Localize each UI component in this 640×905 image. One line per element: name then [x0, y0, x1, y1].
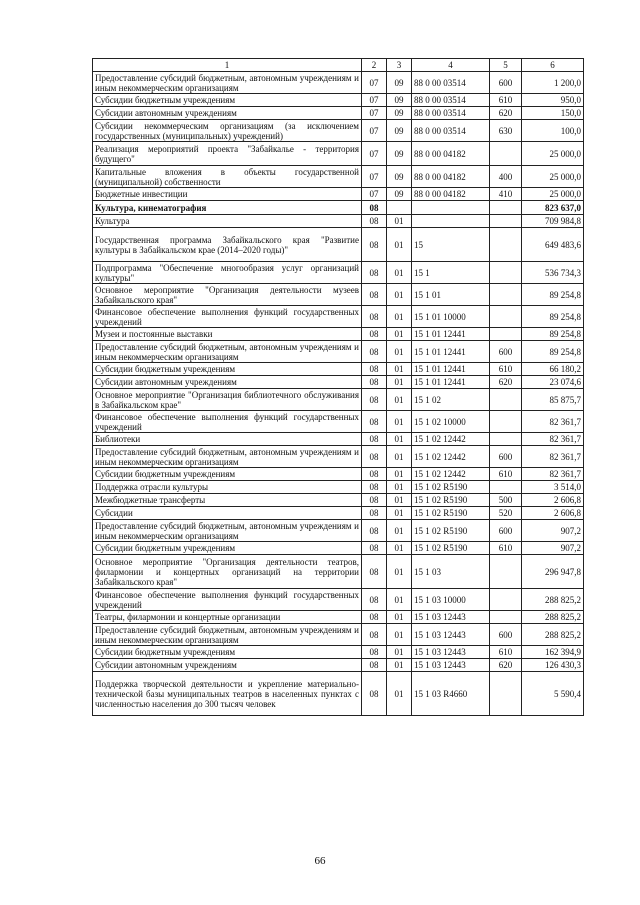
cell-name: Субсидии бюджетным учреждениям	[93, 363, 362, 376]
header-cell-section: 2	[362, 59, 387, 72]
cell-target-article	[412, 201, 490, 215]
table-row	[93, 284, 584, 306]
cell-expense-type	[490, 555, 522, 589]
table-row	[93, 542, 584, 555]
cell-name: Финансовое обеспечение выполнения функций государственных учреждений	[93, 306, 362, 328]
cell-expense-type: 600	[490, 446, 522, 468]
cell-target-article: 88 0 00 04182	[412, 166, 490, 188]
cell-target-article: 15 1 02 R5190	[412, 481, 490, 494]
cell-amount: 907,2	[522, 542, 584, 555]
cell-expense-type: 620	[490, 376, 522, 389]
cell-section: 07	[362, 107, 387, 120]
table-row	[93, 646, 584, 659]
cell-target-article: 88 0 00 03514	[412, 120, 490, 142]
cell-amount: 25 000,0	[522, 142, 584, 166]
cell-amount: 907,2	[522, 520, 584, 542]
cell-expense-type: 600	[490, 520, 522, 542]
cell-amount: 89 254,8	[522, 341, 584, 363]
cell-section: 08	[362, 542, 387, 555]
cell-section: 08	[362, 589, 387, 611]
table-row	[93, 341, 584, 363]
cell-section: 08	[362, 284, 387, 306]
cell-section: 08	[362, 389, 387, 411]
cell-subsection: 01	[387, 433, 412, 446]
cell-section: 08	[362, 611, 387, 624]
cell-section: 07	[362, 120, 387, 142]
cell-target-article	[412, 215, 490, 228]
cell-target-article: 15 1 02 R5190	[412, 520, 490, 542]
cell-name: Субсидии	[93, 507, 362, 520]
cell-subsection: 01	[387, 520, 412, 542]
header-cell-name: 1	[93, 59, 362, 72]
cell-section: 08	[362, 507, 387, 520]
cell-subsection: 01	[387, 306, 412, 328]
cell-name: Театры, филармонии и концертные организации	[93, 611, 362, 624]
cell-target-article: 88 0 00 03514	[412, 72, 490, 94]
cell-expense-type	[490, 589, 522, 611]
table-row	[93, 411, 584, 433]
cell-section: 08	[362, 494, 387, 507]
table-row	[93, 611, 584, 624]
cell-section: 08	[362, 468, 387, 481]
cell-target-article: 15	[412, 228, 490, 262]
cell-amount: 296 947,8	[522, 555, 584, 589]
cell-subsection: 01	[387, 376, 412, 389]
cell-expense-type	[490, 433, 522, 446]
cell-subsection: 09	[387, 142, 412, 166]
cell-amount: 82 361,7	[522, 433, 584, 446]
cell-target-article: 15 1 02 12442	[412, 433, 490, 446]
cell-subsection: 01	[387, 341, 412, 363]
cell-target-article: 15 1 02 12442	[412, 446, 490, 468]
cell-name: Предоставление субсидий бюджетным, автономным учреждениям и иным некоммерческим организациям	[93, 446, 362, 468]
cell-amount: 288 825,2	[522, 589, 584, 611]
table-row	[93, 389, 584, 411]
cell-target-article: 15 1 03 R4660	[412, 672, 490, 716]
cell-name: Музеи и постоянные выставки	[93, 328, 362, 341]
cell-amount: 89 254,8	[522, 306, 584, 328]
cell-section: 07	[362, 142, 387, 166]
table-row	[93, 306, 584, 328]
cell-section: 08	[362, 201, 387, 215]
cell-expense-type: 400	[490, 166, 522, 188]
cell-section: 08	[362, 328, 387, 341]
cell-name: Поддержка творческой деятельности и укрепление материально-технической базы муниципальных театров в населенных пунктах с численностью населения до 300 тысяч человек	[93, 672, 362, 716]
cell-section: 08	[362, 306, 387, 328]
table-row	[93, 107, 584, 120]
cell-subsection: 09	[387, 166, 412, 188]
table-row	[93, 188, 584, 201]
cell-subsection: 09	[387, 107, 412, 120]
cell-subsection: 01	[387, 507, 412, 520]
cell-section: 08	[362, 659, 387, 672]
cell-subsection: 09	[387, 188, 412, 201]
cell-amount: 288 825,2	[522, 611, 584, 624]
cell-expense-type	[490, 284, 522, 306]
cell-name: Финансовое обеспечение выполнения функций государственных учреждений	[93, 411, 362, 433]
cell-expense-type: 520	[490, 507, 522, 520]
cell-target-article: 88 0 00 04182	[412, 142, 490, 166]
table-row	[93, 228, 584, 262]
table-row	[93, 215, 584, 228]
cell-expense-type: 410	[490, 188, 522, 201]
cell-target-article: 15 1 03 12443	[412, 659, 490, 672]
cell-amount: 649 483,6	[522, 228, 584, 262]
cell-name: Основное мероприятие "Организация деятельности театров, филармонии и концертных организаций на территории Забайкальского края"	[93, 555, 362, 589]
cell-expense-type: 600	[490, 72, 522, 94]
cell-expense-type: 610	[490, 94, 522, 107]
cell-target-article: 15 1 02	[412, 389, 490, 411]
header-cell-target-article: 4	[412, 59, 490, 72]
cell-name: Капитальные вложения в объекты государственной (муниципальной) собственности	[93, 166, 362, 188]
cell-target-article: 88 0 00 03514	[412, 94, 490, 107]
cell-name: Субсидии автономным учреждениям	[93, 107, 362, 120]
cell-amount: 950,0	[522, 94, 584, 107]
cell-subsection: 01	[387, 284, 412, 306]
cell-expense-type	[490, 306, 522, 328]
cell-name: Подпрограмма "Обеспечение многообразия услуг организаций культуры"	[93, 262, 362, 284]
cell-expense-type: 600	[490, 341, 522, 363]
budget-table	[92, 58, 584, 716]
table-row	[93, 376, 584, 389]
cell-subsection: 01	[387, 411, 412, 433]
cell-amount: 536 734,3	[522, 262, 584, 284]
cell-amount: 100,0	[522, 120, 584, 142]
table-row	[93, 446, 584, 468]
cell-name: Субсидии автономным учреждениям	[93, 659, 362, 672]
cell-subsection: 09	[387, 120, 412, 142]
table-header	[93, 59, 584, 72]
table-row	[93, 166, 584, 188]
cell-target-article: 15 1 02 R5190	[412, 507, 490, 520]
cell-target-article: 15 1 03	[412, 555, 490, 589]
cell-expense-type	[490, 672, 522, 716]
cell-section: 07	[362, 72, 387, 94]
cell-amount: 126 430,3	[522, 659, 584, 672]
cell-target-article: 15 1 01 12441	[412, 341, 490, 363]
cell-target-article: 15 1 02 12442	[412, 468, 490, 481]
table-row	[93, 433, 584, 446]
table-row	[93, 363, 584, 376]
cell-expense-type	[490, 215, 522, 228]
table-row	[93, 555, 584, 589]
cell-amount: 25 000,0	[522, 188, 584, 201]
table-row	[93, 481, 584, 494]
cell-subsection: 09	[387, 94, 412, 107]
cell-amount: 89 254,8	[522, 284, 584, 306]
cell-expense-type: 600	[490, 624, 522, 646]
cell-target-article: 88 0 00 03514	[412, 107, 490, 120]
cell-subsection: 01	[387, 494, 412, 507]
cell-expense-type	[490, 481, 522, 494]
table-row	[93, 328, 584, 341]
cell-section: 08	[362, 481, 387, 494]
cell-subsection: 01	[387, 228, 412, 262]
cell-name: Бюджетные инвестиции	[93, 188, 362, 201]
cell-target-article: 15 1 02 R5190	[412, 494, 490, 507]
cell-target-article: 15 1 01	[412, 284, 490, 306]
cell-target-article: 15 1 03 10000	[412, 589, 490, 611]
cell-amount: 288 825,2	[522, 624, 584, 646]
table-row	[93, 201, 584, 215]
cell-target-article: 15 1	[412, 262, 490, 284]
cell-target-article: 15 1 03 12443	[412, 646, 490, 659]
cell-name: Межбюджетные трансферты	[93, 494, 362, 507]
cell-expense-type	[490, 142, 522, 166]
cell-target-article: 15 1 02 10000	[412, 411, 490, 433]
cell-amount: 1 200,0	[522, 72, 584, 94]
cell-expense-type	[490, 262, 522, 284]
cell-amount: 89 254,8	[522, 328, 584, 341]
cell-section: 08	[362, 433, 387, 446]
cell-section: 08	[362, 341, 387, 363]
table-row	[93, 659, 584, 672]
table-row	[93, 94, 584, 107]
page-number: 66	[314, 855, 326, 867]
cell-amount: 162 394,9	[522, 646, 584, 659]
cell-subsection: 01	[387, 555, 412, 589]
cell-subsection: 01	[387, 659, 412, 672]
table-row	[93, 494, 584, 507]
cell-amount: 3 514,0	[522, 481, 584, 494]
cell-section: 08	[362, 646, 387, 659]
header-cell-subsection: 3	[387, 59, 412, 72]
cell-name: Финансовое обеспечение выполнения функций государственных учреждений	[93, 589, 362, 611]
cell-amount: 2 606,8	[522, 494, 584, 507]
table-row	[93, 142, 584, 166]
cell-section: 08	[362, 363, 387, 376]
cell-amount: 709 984,8	[522, 215, 584, 228]
cell-amount: 82 361,7	[522, 446, 584, 468]
cell-section: 07	[362, 94, 387, 107]
cell-subsection: 01	[387, 611, 412, 624]
cell-amount: 5 590,4	[522, 672, 584, 716]
cell-subsection: 01	[387, 389, 412, 411]
cell-subsection: 01	[387, 363, 412, 376]
table-row	[93, 72, 584, 94]
cell-name: Субсидии бюджетным учреждениям	[93, 542, 362, 555]
cell-amount: 2 606,8	[522, 507, 584, 520]
cell-name: Библиотеки	[93, 433, 362, 446]
cell-subsection	[387, 201, 412, 215]
table-row	[93, 262, 584, 284]
cell-name: Субсидии бюджетным учреждениям	[93, 468, 362, 481]
cell-amount: 82 361,7	[522, 411, 584, 433]
cell-section: 08	[362, 672, 387, 716]
cell-expense-type	[490, 389, 522, 411]
cell-name: Предоставление субсидий бюджетным, автономным учреждениям и иным некоммерческим организациям	[93, 624, 362, 646]
cell-name: Субсидии бюджетным учреждениям	[93, 646, 362, 659]
header-cell-expense-type: 5	[490, 59, 522, 72]
cell-expense-type: 610	[490, 646, 522, 659]
cell-name: Поддержка отрасли культуры	[93, 481, 362, 494]
table-row	[93, 120, 584, 142]
cell-name: Культура, кинематография	[93, 201, 362, 215]
cell-section: 08	[362, 228, 387, 262]
cell-name: Субсидии автономным учреждениям	[93, 376, 362, 389]
cell-target-article: 88 0 00 04182	[412, 188, 490, 201]
cell-name: Культура	[93, 215, 362, 228]
header-cell-amount: 6	[522, 59, 584, 72]
cell-target-article: 15 1 02 R5190	[412, 542, 490, 555]
cell-target-article: 15 1 01 10000	[412, 306, 490, 328]
table-row	[93, 672, 584, 716]
cell-subsection: 01	[387, 215, 412, 228]
cell-subsection: 01	[387, 446, 412, 468]
cell-expense-type: 610	[490, 542, 522, 555]
cell-section: 08	[362, 215, 387, 228]
header-row	[93, 59, 584, 72]
cell-expense-type	[490, 201, 522, 215]
cell-section: 08	[362, 446, 387, 468]
cell-amount: 85 875,7	[522, 389, 584, 411]
table-row	[93, 589, 584, 611]
cell-amount: 82 361,7	[522, 468, 584, 481]
cell-expense-type	[490, 611, 522, 624]
cell-name: Предоставление субсидий бюджетным, автономным учреждениям и иным некоммерческим организациям	[93, 520, 362, 542]
cell-section: 08	[362, 520, 387, 542]
cell-target-article: 15 1 03 12443	[412, 611, 490, 624]
cell-expense-type: 620	[490, 107, 522, 120]
cell-section: 08	[362, 555, 387, 589]
cell-expense-type	[490, 228, 522, 262]
cell-target-article: 15 1 01 12441	[412, 376, 490, 389]
cell-expense-type	[490, 411, 522, 433]
cell-section: 08	[362, 624, 387, 646]
cell-subsection: 09	[387, 72, 412, 94]
cell-subsection: 01	[387, 624, 412, 646]
cell-subsection: 01	[387, 468, 412, 481]
cell-section: 07	[362, 188, 387, 201]
cell-subsection: 01	[387, 672, 412, 716]
cell-subsection: 01	[387, 542, 412, 555]
cell-name: Предоставление субсидий бюджетным, автономным учреждениям и иным некоммерческим организациям	[93, 72, 362, 94]
cell-target-article: 15 1 01 12441	[412, 328, 490, 341]
cell-expense-type: 620	[490, 659, 522, 672]
cell-name: Предоставление субсидий бюджетным, автономным учреждениям и иным некоммерческим организациям	[93, 341, 362, 363]
cell-subsection: 01	[387, 646, 412, 659]
cell-amount: 23 074,6	[522, 376, 584, 389]
cell-amount: 823 637,0	[522, 201, 584, 215]
cell-subsection: 01	[387, 328, 412, 341]
cell-name: Основное мероприятие "Организация деятельности музеев Забайкальского края"	[93, 284, 362, 306]
cell-expense-type: 630	[490, 120, 522, 142]
cell-amount: 66 180,2	[522, 363, 584, 376]
cell-name: Субсидии бюджетным учреждениям	[93, 94, 362, 107]
table-row	[93, 520, 584, 542]
table-body	[93, 72, 584, 716]
cell-section: 08	[362, 262, 387, 284]
cell-name: Реализация мероприятий проекта "Забайкалье - территория будущего"	[93, 142, 362, 166]
cell-expense-type: 610	[490, 363, 522, 376]
cell-name: Государственная программа Забайкальского края "Развитие культуры в Забайкальском крае (2014–2020 годы)"	[93, 228, 362, 262]
table-row	[93, 468, 584, 481]
cell-subsection: 01	[387, 481, 412, 494]
cell-name: Субсидии некоммерческим организациям (за исключением государственных (муниципальных) учреждений)	[93, 120, 362, 142]
cell-expense-type	[490, 328, 522, 341]
cell-expense-type: 610	[490, 468, 522, 481]
cell-subsection: 01	[387, 589, 412, 611]
table-row	[93, 624, 584, 646]
table-row	[93, 507, 584, 520]
cell-section: 07	[362, 166, 387, 188]
cell-amount: 25 000,0	[522, 166, 584, 188]
cell-target-article: 15 1 03 12443	[412, 624, 490, 646]
cell-expense-type: 500	[490, 494, 522, 507]
cell-target-article: 15 1 01 12441	[412, 363, 490, 376]
cell-name: Основное мероприятие "Организация библиотечного обслуживания в Забайкальском крае"	[93, 389, 362, 411]
cell-subsection: 01	[387, 262, 412, 284]
cell-amount: 150,0	[522, 107, 584, 120]
cell-section: 08	[362, 376, 387, 389]
cell-section: 08	[362, 411, 387, 433]
